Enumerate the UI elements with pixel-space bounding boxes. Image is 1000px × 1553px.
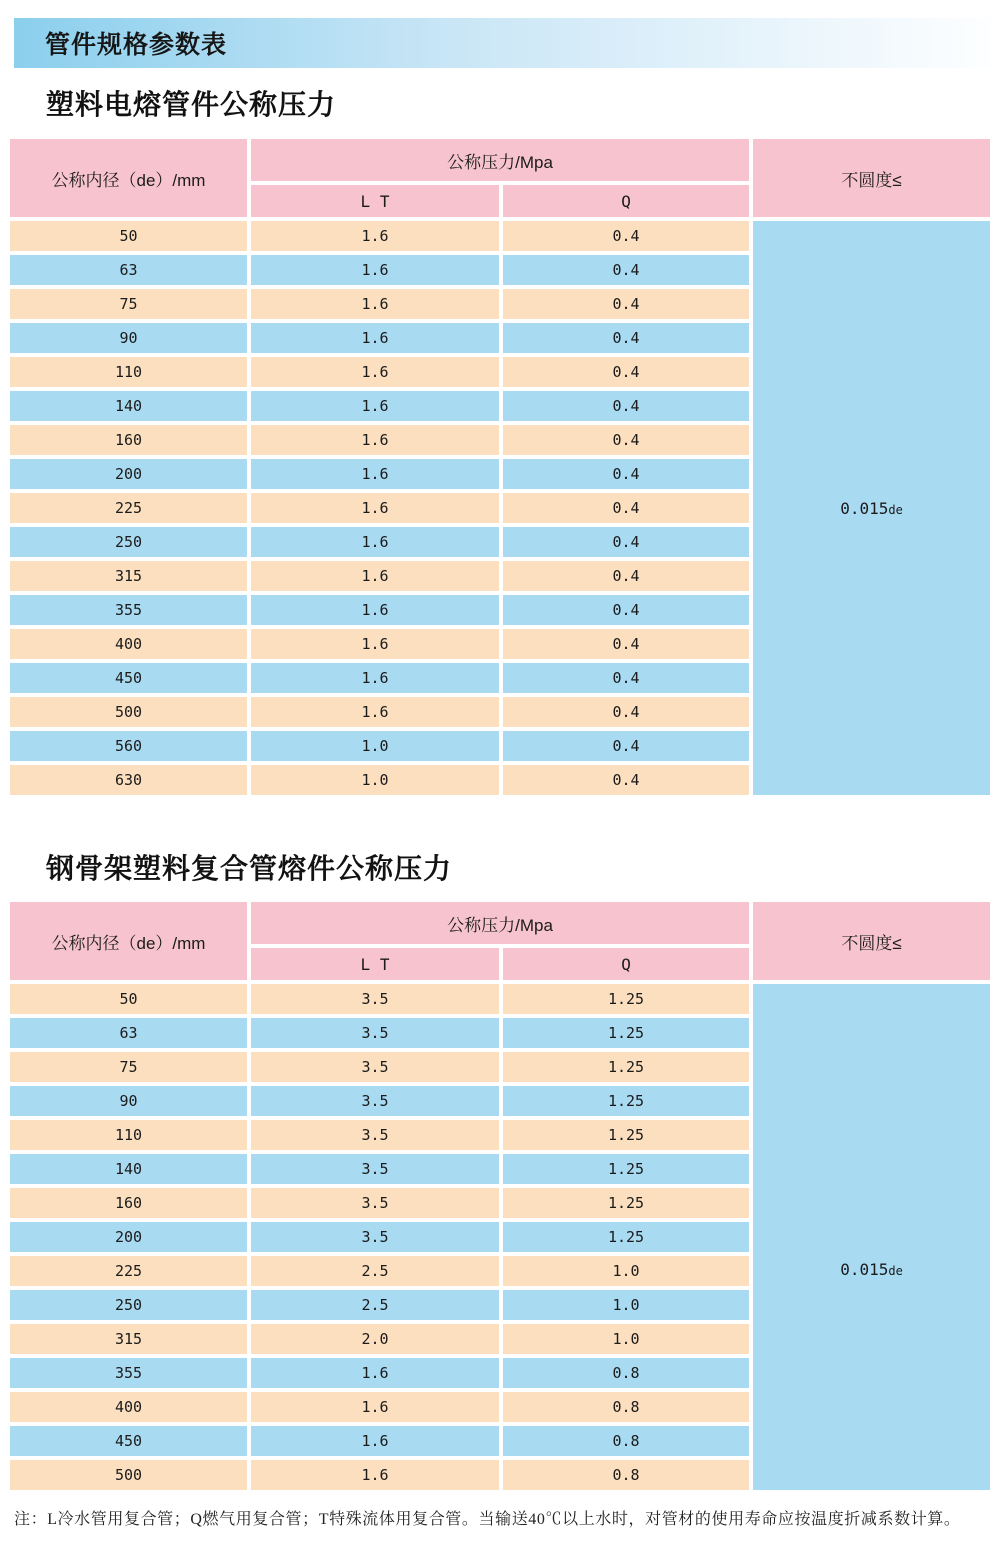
cell-diameter: 315 (10, 561, 247, 591)
cell-diameter: 110 (10, 1120, 247, 1150)
cell-diameter: 50 (10, 984, 247, 1014)
cell-q-pressure: 0.4 (503, 595, 749, 625)
cell-q-pressure: 1.0 (503, 1290, 749, 1320)
cell-lt-pressure: 1.6 (251, 1358, 499, 1388)
cell-diameter: 200 (10, 1222, 247, 1252)
table-header (10, 139, 990, 217)
cell-q-pressure: 0.4 (503, 697, 749, 727)
cell-lt-pressure: 1.6 (251, 221, 499, 251)
cell-diameter: 560 (10, 731, 247, 761)
cell-diameter: 75 (10, 289, 247, 319)
cell-diameter: 500 (10, 1460, 247, 1490)
cell-lt-pressure: 3.5 (251, 1222, 499, 1252)
cell-diameter: 75 (10, 1052, 247, 1082)
table-section-electrofusion (0, 88, 1000, 799)
cell-lt-pressure: 1.6 (251, 1460, 499, 1490)
cell-lt-pressure: 1.6 (251, 697, 499, 727)
header-nominal-diameter: 公称内径（de）/mm (10, 139, 247, 217)
cell-lt-pressure: 1.6 (251, 255, 499, 285)
ovality-unit: de (888, 1263, 903, 1278)
cell-diameter: 50 (10, 221, 247, 251)
cell-diameter: 200 (10, 459, 247, 489)
header-pressure-group: 公称压力/Mpa (251, 139, 749, 181)
cell-q-pressure: 0.4 (503, 221, 749, 251)
header-ovality: 不圆度≤ (753, 139, 990, 217)
cell-diameter: 400 (10, 1392, 247, 1422)
cell-lt-pressure: 1.0 (251, 731, 499, 761)
cell-lt-pressure: 1.6 (251, 493, 499, 523)
cell-lt-pressure: 2.5 (251, 1256, 499, 1286)
ovality-merged-cell (753, 984, 990, 1490)
ovality-label (840, 499, 903, 518)
cell-q-pressure: 0.4 (503, 493, 749, 523)
cell-diameter: 225 (10, 493, 247, 523)
table-section-composite (0, 852, 1000, 1494)
cell-diameter: 63 (10, 1018, 247, 1048)
header-lt: L T (251, 185, 499, 217)
header-nominal-diameter: 公称内径（de）/mm (10, 902, 247, 980)
section-title-composite: 钢骨架塑料复合管熔件公称压力 (46, 853, 453, 884)
cell-lt-pressure: 1.6 (251, 323, 499, 353)
cell-diameter: 450 (10, 663, 247, 693)
cell-diameter: 63 (10, 255, 247, 285)
cell-q-pressure: 1.25 (503, 1120, 749, 1150)
cell-lt-pressure: 1.6 (251, 425, 499, 455)
cell-diameter: 140 (10, 1154, 247, 1184)
cell-diameter: 630 (10, 765, 247, 795)
cell-lt-pressure: 3.5 (251, 1018, 499, 1048)
cell-lt-pressure: 1.6 (251, 289, 499, 319)
cell-lt-pressure: 3.5 (251, 1188, 499, 1218)
cell-lt-pressure: 1.6 (251, 527, 499, 557)
cell-q-pressure: 0.4 (503, 663, 749, 693)
cell-q-pressure: 1.25 (503, 1018, 749, 1048)
cell-diameter: 315 (10, 1324, 247, 1354)
cell-diameter: 355 (10, 595, 247, 625)
cell-lt-pressure: 3.5 (251, 1052, 499, 1082)
table-body-composite (10, 984, 990, 1490)
cell-lt-pressure: 3.5 (251, 1086, 499, 1116)
cell-diameter: 250 (10, 527, 247, 557)
cell-diameter: 110 (10, 357, 247, 387)
cell-diameter: 160 (10, 425, 247, 455)
cell-q-pressure: 0.8 (503, 1460, 749, 1490)
section-title-electrofusion: 塑料电熔管件公称压力 (46, 89, 337, 120)
table-row (10, 221, 990, 251)
cell-q-pressure: 0.4 (503, 561, 749, 591)
cell-diameter: 140 (10, 391, 247, 421)
cell-lt-pressure: 1.0 (251, 765, 499, 795)
cell-diameter: 500 (10, 697, 247, 727)
table-body-electrofusion (10, 221, 990, 795)
cell-q-pressure: 1.25 (503, 1222, 749, 1252)
cell-diameter: 90 (10, 1086, 247, 1116)
page-title: 管件规格参数表 (45, 31, 228, 59)
page-header-banner (14, 18, 990, 68)
cell-q-pressure: 0.4 (503, 289, 749, 319)
cell-q-pressure: 0.4 (503, 323, 749, 353)
header-ovality: 不圆度≤ (753, 902, 990, 980)
cell-q-pressure: 1.0 (503, 1256, 749, 1286)
header-q: Q (503, 185, 749, 217)
cell-q-pressure: 0.4 (503, 527, 749, 557)
cell-q-pressure: 1.0 (503, 1324, 749, 1354)
cell-diameter: 225 (10, 1256, 247, 1286)
ovality-label (840, 1260, 903, 1279)
cell-lt-pressure: 1.6 (251, 459, 499, 489)
table-header (10, 902, 990, 980)
cell-lt-pressure: 2.0 (251, 1324, 499, 1354)
header-pressure-group: 公称压力/Mpa (251, 902, 749, 944)
cell-q-pressure: 1.25 (503, 1086, 749, 1116)
cell-lt-pressure: 1.6 (251, 629, 499, 659)
cell-q-pressure: 0.4 (503, 391, 749, 421)
cell-lt-pressure: 3.5 (251, 984, 499, 1014)
cell-diameter: 90 (10, 323, 247, 353)
cell-q-pressure: 0.4 (503, 459, 749, 489)
cell-lt-pressure: 1.6 (251, 1392, 499, 1422)
cell-q-pressure: 0.4 (503, 765, 749, 795)
ovality-unit: de (888, 502, 903, 517)
cell-q-pressure: 0.4 (503, 425, 749, 455)
cell-q-pressure: 0.4 (503, 255, 749, 285)
ovality-merged-cell (753, 221, 990, 795)
cell-lt-pressure: 1.6 (251, 357, 499, 387)
cell-q-pressure: 0.4 (503, 357, 749, 387)
cell-lt-pressure: 1.6 (251, 391, 499, 421)
cell-diameter: 250 (10, 1290, 247, 1320)
header-q: Q (503, 948, 749, 980)
table-row (10, 984, 990, 1014)
cell-diameter: 400 (10, 629, 247, 659)
spec-table-composite (6, 898, 994, 1494)
ovality-value: 0.015 (840, 498, 889, 518)
cell-q-pressure: 0.8 (503, 1358, 749, 1388)
cell-q-pressure: 1.25 (503, 1154, 749, 1184)
cell-lt-pressure: 1.6 (251, 561, 499, 591)
header-lt: L T (251, 948, 499, 980)
spec-table-electrofusion (6, 135, 994, 799)
cell-lt-pressure: 1.6 (251, 1426, 499, 1456)
cell-q-pressure: 1.25 (503, 984, 749, 1014)
cell-lt-pressure: 3.5 (251, 1120, 499, 1150)
cell-q-pressure: 0.8 (503, 1392, 749, 1422)
cell-q-pressure: 1.25 (503, 1052, 749, 1082)
cell-lt-pressure: 3.5 (251, 1154, 499, 1184)
cell-diameter: 355 (10, 1358, 247, 1388)
footnote: 注：L冷水管用复合管；Q燃气用复合管；T特殊流体用复合管。当输送40℃以上水时，对管材的使用寿命应按温度折减系数计算。 (14, 1511, 961, 1528)
cell-diameter: 450 (10, 1426, 247, 1456)
ovality-value: 0.015 (840, 1259, 889, 1279)
cell-q-pressure: 1.25 (503, 1188, 749, 1218)
cell-diameter: 160 (10, 1188, 247, 1218)
cell-lt-pressure: 1.6 (251, 595, 499, 625)
cell-q-pressure: 0.4 (503, 629, 749, 659)
cell-lt-pressure: 2.5 (251, 1290, 499, 1320)
cell-lt-pressure: 1.6 (251, 663, 499, 693)
cell-q-pressure: 0.8 (503, 1426, 749, 1456)
cell-q-pressure: 0.4 (503, 731, 749, 761)
